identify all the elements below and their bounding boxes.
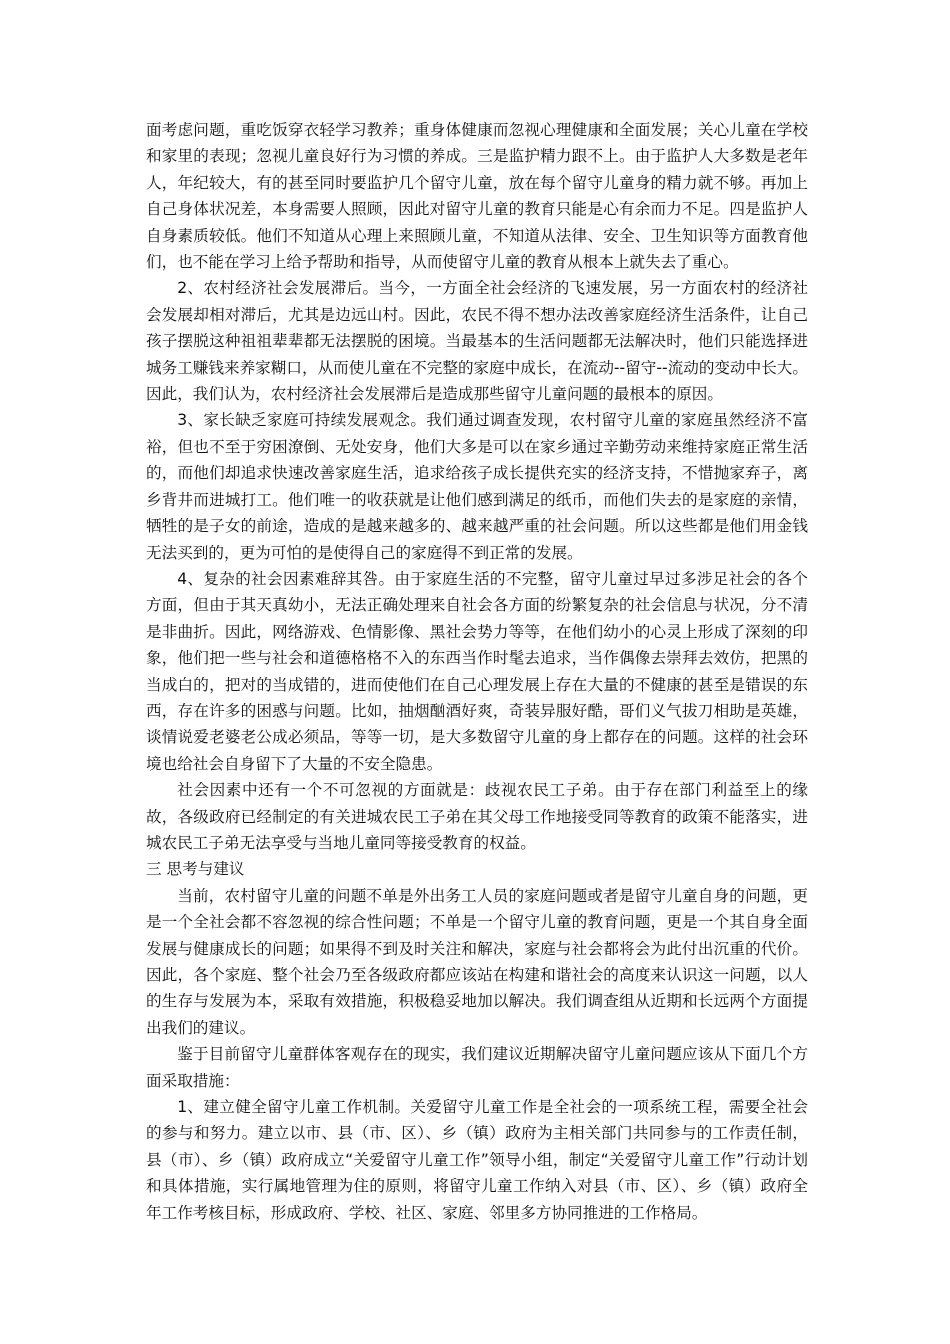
- paragraph-7: 鉴于目前留守儿童群体客观存在的现实，我们建议近期解决留守儿童问题应该从下面几个方面采取措施：: [146, 1045, 808, 1090]
- paragraph-4: 4、复杂的社会因素难辞其咎。由于家庭生活的不完整，留守儿童过早过多涉足社会的各个方面，但由于其天真幼小，无法正确处理来自社会各方面的纷繁复杂的社会信息与状况，分不清是非曲折。因此，网络游戏、色情影像、黑社会势力等等，在他们幼小的心灵上形成了深刻的印象，他们把一些与社会和道德格格不入的东西当作时髦去追求，当作偶像去崇拜去效仿，把黑的当成白的，把对的当成错的，进而使他们在自己心理发展上存在大量的不健康的甚至是错误的东西，存在许多的困惑与问题。比如，抽烟酗酒好爽，奇装异服好酷，哥们义气拔刀相助是英雄，谈情说爱老婆老公成必须品，等等一切，是大多数留守儿童的身上都存在的问题。这样的社会环境也给社会自身留下了大量的不安全隐患。: [146, 569, 808, 773]
- document-page: [146, 117, 808, 1226]
- paragraph-1: 面考虑问题，重吃饭穿衣轻学习教养；重身体健康而忽视心理健康和全面发展；关心儿童在学校和家里的表现；忽视儿童良好行为习惯的养成。三是监护精力跟不上。由于监护人大多数是老年人，年纪较大，有的甚至同时要监护几个留守儿童，放在每个留守儿童身的精力就不够。再加上自己身体状况差，本身需要人照顾，因此对留守儿童的教育只能是心有余而力不足。四是监护人自身素质较低。他们不知道从心理上来照顾儿童，不知道从法律、安全、卫生知识等方面教育他们，也不能在学习上给予帮助和指导，从而使留守儿童的教育从根本上就失去了重心。: [146, 121, 808, 272]
- section-heading: 三 思考与建议: [146, 860, 245, 879]
- paragraph-5: 社会因素中还有一个不可忽视的方面就是：歧视农民工子弟。由于存在部门利益至上的缘故，各级政府已经制定的有关进城农民工子弟在其父母工作地接受同等教育的政策不能落实，进城农民工子弟无法享受与当地儿童同等接受教育的权益。: [146, 781, 808, 852]
- paragraph-6: 当前，农村留守儿童的问题不单是外出务工人员的家庭问题或者是留守儿童自身的问题，更是一个全社会都不容忽视的综合性问题；不单是一个留守儿童的教育问题，更是一个其自身全面发展与健康成长的问题；如果得不到及时关注和解决，家庭与社会都将会为此付出沉重的代价。因此，各个家庭、整个社会乃至各级政府都应该站在构建和谐社会的高度来认识这一问题，以人的生存与发展为本，采取有效措施，积极稳妥地加以解决。我们调查组从近期和长远两个方面提出我们的建议。: [146, 886, 808, 1037]
- paragraph-2: 2、农村经济社会发展滞后。当今，一方面全社会经济的飞速发展，另一方面农村的经济社会发展却相对滞后，尤其是边远山村。因此，农民不得不想办法改善家庭经济生活条件，让自己孩子摆脱这种祖祖辈辈都无法摆脱的困境。当最基本的生活问题都无法解决时，他们只能选择进城务工赚钱来养家糊口，从而使儿童在不完整的家庭中成长，在流动--留守--流动的变动中长大。因此，我们认为，农村经济社会发展滞后是造成那些留守儿童问题的最根本的原因。: [146, 279, 808, 404]
- paragraph-3: 3、家长缺乏家庭可持续发展观念。我们通过调查发现，农村留守儿童的家庭虽然经济不富裕，但也不至于穷困潦倒、无处安身，他们大多是可以在家乡通过辛勤劳动来维持家庭正常生活的，而他们却追求快速改善家庭生活，追求给孩子成长提供充实的经济支持，不惜抛家弃子，离乡背井而进城打工。他们唯一的收获就是让他们感到满足的纸币，而他们失去的是家庭的亲情，牺牲的是子女的前途，造成的是越来越多的、越来越严重的社会问题。所以这些都是他们用金钱无法买到的，更为可怕的是使得自己的家庭得不到正常的发展。: [146, 411, 808, 562]
- paragraph-8: 1、建立健全留守儿童工作机制。关爱留守儿童工作是全社会的一项系统工程，需要全社会的参与和努力。建立以市、县（市、区）、乡（镇）政府为主相关部门共同参与的工作责任制，县（市）、乡（镇）政府成立“关爱留守儿童工作”领导小组，制定“关爱留守儿童工作”行动计划和具体措施，实行属地管理为住的原则，将留守儿童工作纳入对县（市、区）、乡（镇）政府全年工作考核目标，形成政府、学校、社区、家庭、邻里多方协同推进的工作格局。: [146, 1098, 808, 1222]
